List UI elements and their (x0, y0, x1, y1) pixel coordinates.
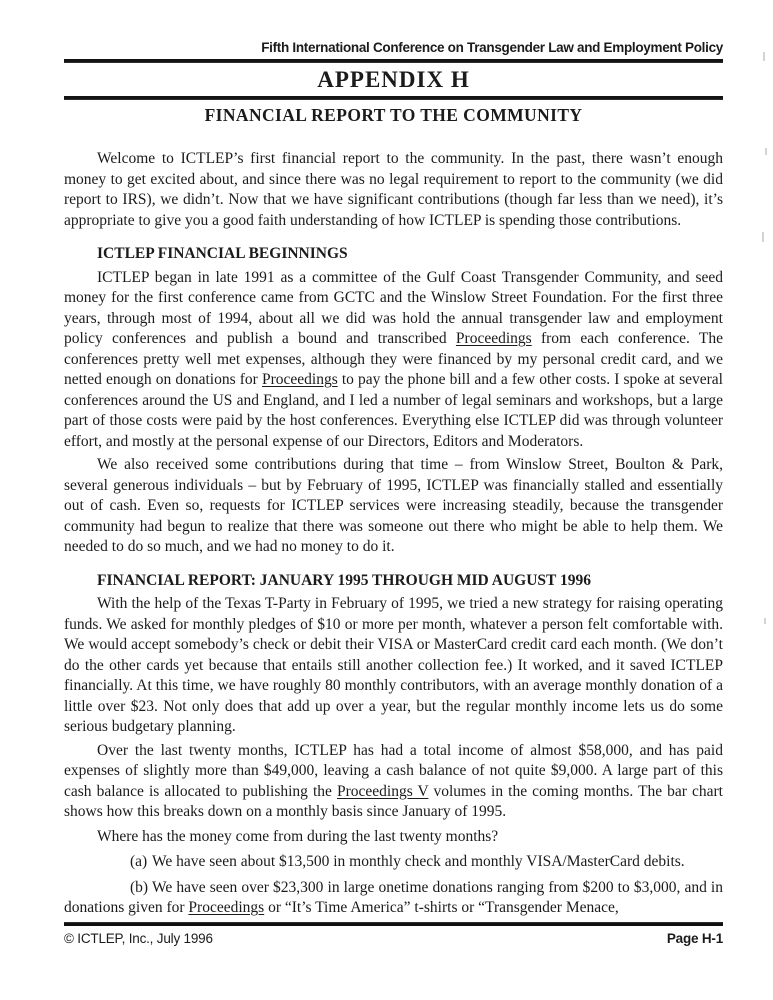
paragraph-question: Where has the money come from during the last twenty months? (97, 827, 499, 845)
footer-row (64, 931, 723, 946)
page-number: Page H-1 (666, 931, 723, 946)
scan-artifact (763, 52, 765, 61)
paragraph-income: Over the last twenty months, ICTLEP has had a total income of almost $58,000, and has paid expenses of slightly more than $49,000, leaving a cash balance of not quite $9,000. A large part of this cash balance is allocated to publishing the Proceedings V volumes in the coming months. The bar chart shows how this breaks down on a monthly basis since January of 1995. (64, 741, 723, 820)
page-content (64, 40, 723, 919)
header-divider-top (64, 59, 723, 63)
footer-divider (64, 922, 723, 926)
scan-artifact (765, 148, 767, 155)
list-item-a (64, 852, 723, 873)
body-text (64, 149, 723, 919)
list-item-b-text: We have seen over $23,300 in large onetime donations ranging from $200 to $3,000, and in donations given for Proceedings or “It’s Time America” t-shirts or “Transgender Menace, (64, 878, 723, 916)
scan-artifact (762, 232, 764, 242)
list-item-a-text: We have seen about $13,500 in monthly check and monthly VISA/MasterCard debits. (152, 853, 685, 870)
list-item-b (64, 878, 723, 919)
paragraph-contributions: We also received some contributions during that time – from Winslow Street, Boulton & Park, several generous individuals – but by February of 1995, ICTLEP was financially stalled and essentially out of cash. Even so, requests for ICTLEP services were increasing steadily, because the transgender community had begun to realize that there was someone out there who might be able to help them. We needed to do so much, and we had no money to do it. (64, 456, 723, 555)
scan-artifact (764, 618, 766, 624)
paragraph-beginnings: ICTLEP began in late 1991 as a committee of the Gulf Coast Transgender Community, and seed money for the first conference came from GCTC and the Winslow Street Foundation. For the first three years, through most of 1994, about all we did was hold the annual transgender law and employment policy conferences and publish a bound and transcribed Proceedings from each conference. The conferences pretty well met expenses, although they were financed by my personal credit card, and we netted enough on donations for Proceedings to pay the phone bill and a few other costs. I spoke at several conferences around the US and England, and I led a number of legal seminars and workshops, but a large part of those costs were paid by the host conferences. Everything else ICTLEP did was through volunteer effort, and mostly at the personal expense of our Directors, Editors and Moderators. (64, 268, 724, 450)
enum-label-a: (a) (130, 853, 148, 870)
copyright-text: © ICTLEP, Inc., July 1996 (64, 931, 213, 946)
page-footer (64, 922, 723, 946)
section-heading-financial-report: FINANCIAL REPORT: JANUARY 1995 THROUGH MID AUGUST 1996 (97, 571, 591, 589)
running-head: Fifth International Conference on Transgender Law and Employment Policy (261, 40, 723, 55)
report-title: FINANCIAL REPORT TO THE COMMUNITY (204, 105, 583, 125)
appendix-title: APPENDIX H (317, 67, 470, 92)
section-heading-beginnings: ICTLEP FINANCIAL BEGINNINGS (97, 245, 348, 262)
header-divider-bottom (64, 96, 723, 100)
paragraph-welcome: Welcome to ICTLEP’s first financial report to the community. In the past, there wasn’t enough money to get excited about, and since there was no legal requirement to report to the community (we did report to IRS), we didn’t. Now that we have significant contributions (though far less than we need), it’s appropriate to give you a good faith understanding of how ICTLEP is spending those contributions. (64, 150, 723, 229)
paragraph-strategy: With the help of the Texas T-Party in February of 1995, we tried a new strategy for raising operating funds. We asked for monthly pledges of $10 or more per month, whatever a person felt comfortable with. We would accept somebody’s check or debit their VISA or MasterCard credit card each month. (We don’t do the other cards yet because that entails still another collection fee.) It worked, and it saved ICTLEP financially. At this time, we have roughly 80 monthly contributors, with an average monthly donation of a little over $23. Not only does that add up over a year, but the regular monthly income lets us do some serious budgetary planning. (64, 595, 723, 735)
enum-label-b: (b) (130, 878, 149, 896)
